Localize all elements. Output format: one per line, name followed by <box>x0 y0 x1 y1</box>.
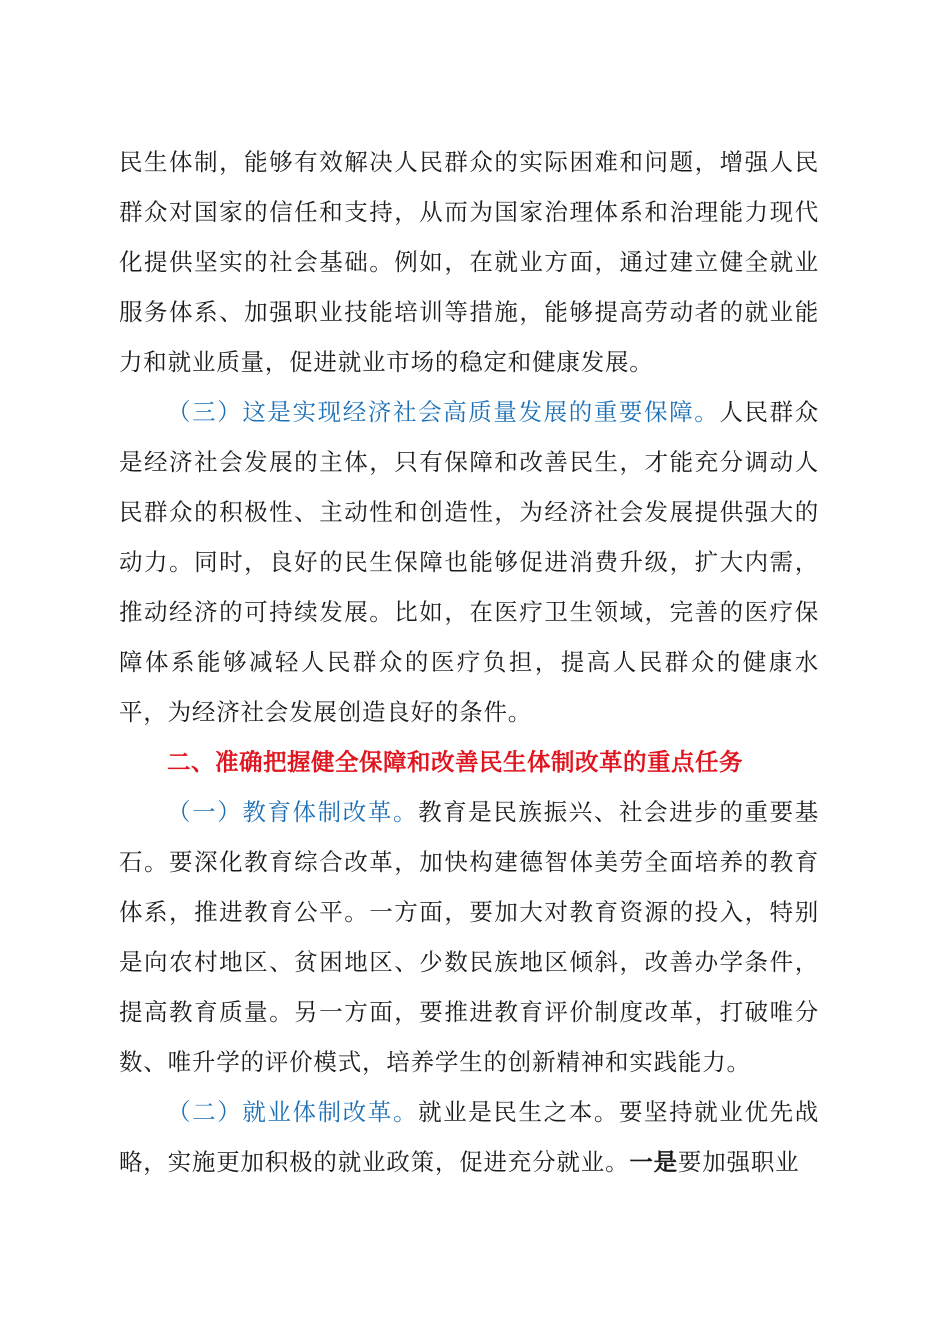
paragraph-text: 民生体制，能够有效解决人民群众的实际困难和问题，增强人民群众对国家的信任和支持，从而为国家治理体系和治理能力现代化提供坚实的社会基础。例如，在就业方面，通过建立健全就业服务体系、加强职业技能培训等措施，能够提高劳动者的就业能力和就业质量，促进就业市场的稳定和健康发展。 <box>119 148 819 376</box>
paragraph-employment-reform <box>119 1087 819 1187</box>
education-reform-lead: （一）教育体制改革。 <box>167 798 419 826</box>
employment-reform-bold: 一是 <box>629 1148 678 1176</box>
education-reform-body: 教育是民族振兴、社会进步的重要基石。要深化教育综合改革，加快构建德智体美劳全面培养的教育体系，推进教育公平。一方面，要加大对教育资源的投入，特别是向农村地区、贫困地区、少数民族地区倾斜，改善办学条件，提高教育质量。另一方面，要推进教育评价制度改革，打破唯分数、唯升学的评价模式，培养学生的创新精神和实践能力。 <box>119 798 819 1076</box>
employment-reform-lead: （二）就业体制改革。 <box>167 1098 419 1126</box>
employment-reform-tail: 要加强职业 <box>677 1148 800 1176</box>
paragraph-section-3 <box>119 387 819 737</box>
section-heading-2: 二、准确把握健全保障和改善民生体制改革的重点任务 <box>167 748 743 776</box>
section-3-lead: （三）这是实现经济社会高质量发展的重要保障。 <box>167 398 720 426</box>
document-body <box>119 137 819 1187</box>
paragraph-continuation <box>119 137 819 387</box>
employment-reform-body: 就业是民生之本。要坚持就业优先战略，实施更加积极的就业政策，促进充分就业。 <box>119 1098 819 1176</box>
paragraph-education-reform <box>119 787 819 1087</box>
section-3-body: 人民群众是经济社会发展的主体，只有保障和改善民生，才能充分调动人民群众的积极性、主动性和创造性，为经济社会发展提供强大的动力。同时，良好的民生保障也能够促进消费升级，扩大内需，推动经济的可持续发展。比如，在医疗卫生领域，完善的医疗保障体系能够减轻人民群众的医疗负担，提高人民群众的健康水平，为经济社会发展创造良好的条件。 <box>119 398 819 726</box>
